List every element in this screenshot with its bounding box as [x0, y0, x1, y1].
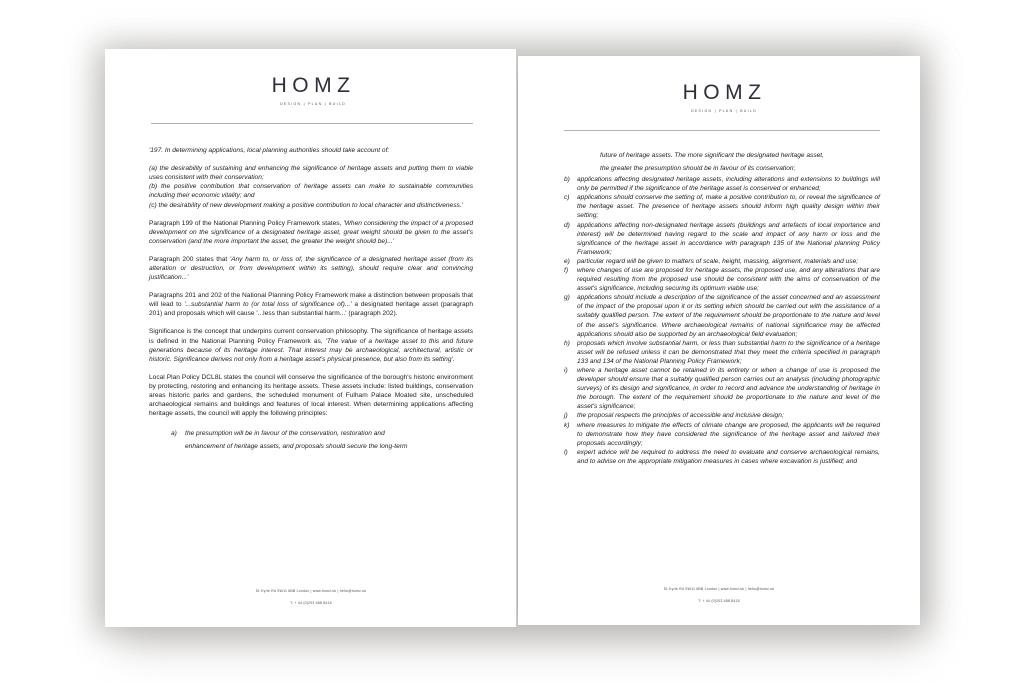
letterhead-left	[149, 75, 473, 106]
footer-address-right: 51 Kyrle Rd SW11 6BB London | www.homz.uk | hello@homz.uk	[663, 587, 775, 591]
paragraph-200-lead: Paragraph 200 states that	[149, 255, 230, 263]
quote-item-b: (b) the positive contribution that conservation of heritage assets can make to sustainable communities including their economic vitality; and	[149, 183, 473, 200]
principle-a-line-2: enhancement of heritage assets, and proposals should secure the long-term	[185, 443, 408, 451]
paragraph-201-text-b: a designated heritage asset (paragraph 201) and proposals which will cause	[149, 301, 474, 318]
footer-phone-left: T: + 44 (0)203 488 8415	[290, 601, 332, 605]
list-item-d-text: applications affecting non-designated heritage assets (buildings and artefacts of local importance and interest) will be determined having regard to the scale and impact of any harm or loss and the significance of the heritage asset in accordance with paragraph 135 of the National planning Policy Framework;	[577, 221, 880, 256]
paragraph-significance-lead: Significance is the concept that underpins current conservation philosophy. The significance of heritage assets is defined in the National Planning Policy Framework as,	[149, 328, 473, 345]
page-left	[105, 49, 517, 627]
list-item-b-marker: b)	[564, 176, 570, 184]
paragraph-local-plan-dcl8l: Local Plan Policy DCL8L states the council will conserve the significance of the borough's historic environment by protecting, restoring and enhancing its heritage assets. These assets include: listed buildings, conservation areas historic parks and gardens, the scheduled monument of Fulham Palace Moated site, unscheduled archaeological remains and buildings and features of local interest. When determining applications affecting heritage assets, the council will apply the following principles:	[149, 373, 473, 418]
footer-phone-right: T: + 44 (0)203 488 8415	[698, 599, 740, 603]
list-item-i-marker: i)	[564, 367, 568, 375]
list-item-l-text: expert advice will be required to address the need to evaluate and conserve archaeological remains, and to advise on the appropriate mitigation measures in cases where excavation is justified; and	[577, 448, 880, 465]
continuation-line-1: future of heritage assets. The more significant the designated heritage asset,	[600, 152, 824, 160]
list-item-i-text: where a heritage asset cannot be retained in its entirety or when a change of use is proposed the developer should ensure that a suitably qualified person carries out an analysis (including photographic surveys) of its design and significance, in order to record and advance the understanding of heritage in the borough. The extent of the requirement should be proportionate to the nature and level of the asset's significance;	[577, 367, 880, 411]
right-body-text	[564, 149, 880, 466]
list-item-e	[564, 257, 880, 266]
list-item-k-text: where measures to mitigate the effects of climate change are proposed, the applicants will be required to demonstrate how they have considered the significance of the heritage asset and tailored their proposals accordingly;	[577, 421, 880, 447]
list-item-h-marker: h)	[564, 339, 570, 347]
list-item-d	[564, 221, 880, 257]
footer-address-left: 51 Kyrle Rd SW11 6BB London | www.homz.uk | hello@homz.uk	[255, 589, 367, 593]
left-body-text	[149, 146, 473, 453]
quote-intro-197: '197. In determining applications, local planning authorities should take account of:	[149, 147, 390, 155]
list-item-f-text: where changes of use are proposed for heritage assets, the proposed use, and any alterations that are required resulting from the proposed use should be consistent with the aims of conservation of the asset's significance, including securing its optimum viable use;	[577, 266, 880, 293]
brand-logo-text: HOMZ	[682, 81, 767, 104]
list-item-k	[564, 421, 880, 448]
page-left-content	[105, 49, 517, 627]
list-item-c-marker: c)	[564, 194, 570, 202]
list-item-k-marker: k)	[564, 421, 570, 429]
paragraph-199-quote: 'When considering the impact of a proposed development on the significance of a designated heritage asset, great weight should be given to the asset's conservation (and the more important the asset, the greater the weight should be)...'	[149, 219, 473, 245]
right-lettered-list	[564, 175, 880, 466]
list-item-b-text: applications affecting designated heritage assets, including alterations and extensions to buildings will only be permitted if the significance of the heritage asset is conserved or enhanced;	[577, 176, 880, 193]
list-item-j-text: the proposal respects the principles of accessible and inclusive design;	[577, 412, 784, 420]
list-item-g	[564, 293, 880, 338]
list-item-i	[564, 366, 880, 411]
footer-right	[518, 587, 920, 603]
brand-logo-text: HOMZ	[271, 74, 356, 97]
paragraph-201-text-a: Paragraphs 201 and 202 of the National Planning Policy Framework make a distinction between proposals that will lead to	[149, 292, 473, 309]
list-item-l-marker: l)	[564, 448, 568, 456]
letterhead-right	[564, 82, 880, 113]
footer-left	[105, 589, 517, 605]
brand-tagline: DESIGN | PLAN | BUILD	[280, 102, 346, 107]
list-item-c-text: applications should conserve the setting of, make a positive contribution to, or reveal the significance of the heritage asset. The presence of heritage assets should inform high quality design within their setting;	[577, 194, 880, 220]
paragraph-199-lead: Paragraph 199 of the National Planning Policy Framework states,	[149, 219, 344, 227]
list-item-f	[564, 266, 880, 293]
list-item-e-text: particular regard will be given to matters of scale, height, massing, alignment, materials and use;	[577, 257, 859, 265]
quote-item-c: (c) the desirability of new development making a positive contribution to local character and distinctiveness.'	[149, 201, 463, 209]
paragraph-201-quote-2: '...less than substantial harm...'	[256, 310, 347, 318]
paragraph-significance-quote: 'The value of a heritage asset to this and future generations because of its heritage interest. That interest may be archaeological, architectural, artistic or historic. Significance derives not only from a heritage asset's physical presence, but also from its setting'.	[149, 337, 473, 363]
brand-tagline: DESIGN | PLAN | BUILD	[691, 109, 757, 114]
list-item-h-text: proposals which involve substantial harm, or less than substantial harm to the significance of a heritage asset will be refused unless it can be demonstrated that they meet the criteria specified in paragraph 133 and 134 of the National Planning Policy Framework;	[577, 339, 880, 365]
list-item-j-marker: j)	[564, 412, 568, 420]
principle-a-line-1: the presumption will be in favour of the conservation, restoration and	[185, 430, 385, 438]
header-divider-left	[151, 123, 473, 124]
list-item-d-marker: d)	[564, 221, 570, 229]
paragraph-200	[149, 255, 473, 282]
list-item-e-marker: e)	[564, 257, 570, 265]
paragraph-201-text-c: (paragraph 202).	[346, 310, 398, 318]
continuation-line-2: the greater the presumption should be in favour of its conservation;	[600, 165, 796, 173]
list-item-c	[564, 193, 880, 220]
principle-a-marker: a)	[171, 430, 177, 438]
list-item-j	[564, 411, 880, 420]
page-right	[518, 56, 920, 625]
paragraph-199	[149, 219, 473, 246]
paragraph-201-quote-1: '...substantial harm to (or total loss of significance of)...'	[184, 301, 352, 309]
list-item-b	[564, 175, 880, 193]
paragraph-significance	[149, 327, 473, 363]
paragraph-201-202	[149, 291, 473, 318]
list-item-f-marker: f)	[564, 266, 569, 274]
list-item-l	[564, 448, 880, 466]
paragraph-200-quote: 'Any harm to, or loss of, the significance of a designated heritage asset (from its alteration or destruction, or from development within its setting), should require clear and convincing justification...'	[149, 255, 474, 282]
principle-item-a	[171, 427, 473, 440]
header-divider-right	[564, 130, 880, 131]
list-item-h	[564, 339, 880, 366]
list-item-g-text: applications should include a description of the significance of the asset concerned and an assessment of the impact of the proposal upon it or its setting which should be carried out with the assistance of a suitably qualified person. The extent of the requirement should be proportionate to the nature and level of the asset's significance. Where archaeological remains of national significance may be affected applications should also be supported by an archaeological field evaluation;	[577, 294, 880, 338]
quote-item-a: (a) the desirability of sustaining and enhancing the significance of heritage assets and putting them to viable uses consistent with their conservation;	[149, 165, 473, 182]
page-right-content	[518, 56, 920, 625]
list-item-g-marker: g)	[564, 294, 570, 302]
